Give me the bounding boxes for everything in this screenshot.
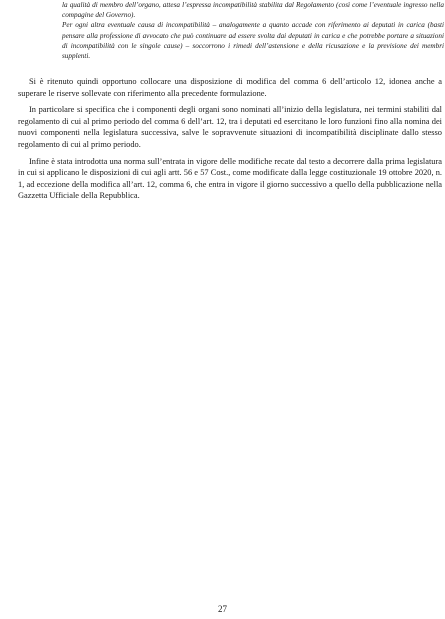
body-paragraph: Si è ritenuto quindi opportuno collocare una disposizione di modifica del comma 6 dell’articolo 12, idonea anche a superare le riserve sollevate con riferimento alla precedente formulazione. xyxy=(18,77,442,98)
body-text xyxy=(18,76,442,207)
footnote-block xyxy=(62,0,444,61)
page-number: 27 xyxy=(218,604,227,614)
footnote-paragraph: Per ogni altra eventuale causa di incompatibilità – analogamente a quanto accade con riferimento ai deputati in carica (basti pensare alla professione di avvocato che può continuare ad essere svolta dai deputati in carica e che potrebbe portare a situazioni di incompatibilità con le singole cause) – soccorrono i rimedi dell’astensione e della ricusazione e la previsione dei membri supplenti. xyxy=(62,21,444,61)
footnote-paragraph: la qualità di membro dell’organo, attesa l’espressa incompatibilità stabilita dal Regolamento (così come l’eventuale ingresso nella compagine del Governo). xyxy=(62,1,444,20)
body-paragraph: Infine è stata introdotta una norma sull’entrata in vigore delle modifiche recate dal testo a decorrere dalla prima legislatura in cui si applicano le disposizioni di cui agli artt. 56 e 57 Cost., come modificate dalla legge costituzionale 19 ottobre 2020, n. 1, ad eccezione della modifica all’art. 12, comma 6, che entra in vigore il giorno successivo a quello della pubblicazione nella Gazzetta Ufficiale della Repubblica. xyxy=(18,156,442,201)
body-paragraph: In particolare si specifica che i componenti degli organi sono nominati all’inizio della legislatura, nei termini stabiliti dal regolamento di cui al primo periodo del comma 6 dell’art. 12, tra i deputati ed esercitano le loro funzioni fino alla nomina dei nuovi componenti nella legislatura successiva, salve le sopravvenute situazioni di incompatibilità disciplinate dallo stesso regolamento di cui al primo periodo. xyxy=(18,105,442,149)
